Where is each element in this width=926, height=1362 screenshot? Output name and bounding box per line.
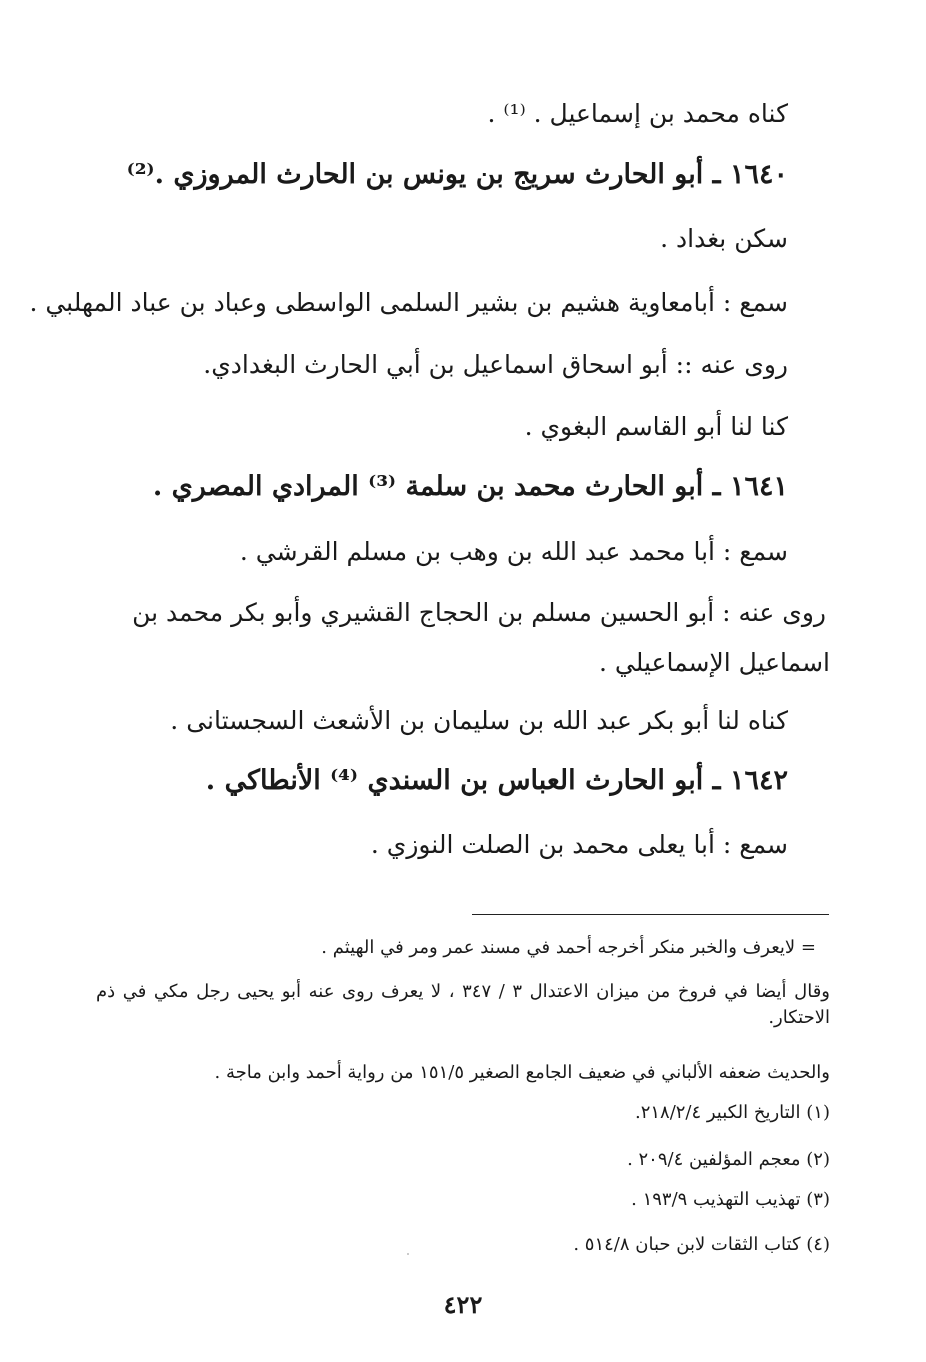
text-line-kunyah-1640: كنا لنا أبو القاسم البغوي . — [524, 412, 788, 441]
entry-heading-1641: ١٦٤١ ـ أبو الحارث محمد بن سلمة ⁽³⁾ المرادي المصري . — [152, 471, 788, 502]
footnote-2: (٢) معجم المؤلفين ٢٠٩/٤ . — [627, 1149, 830, 1170]
text-line-narrated-by-1640: روى عنه :: أبو اسحاق اسماعيل بن أبي الحارث البغدادي. — [203, 350, 788, 379]
text-line-heard-from-1641: سمع : أبا محمد عبد الله بن وهب بن مسلم القرشي . — [239, 537, 788, 566]
footnote-continuation-2: وقال أيضا في فروخ من ميزان الاعتدال ٣ / ٣٤٧ ، لا يعرف روى عنه أبو يحيى رجل مكي في ذم الاحتكار. — [96, 981, 830, 1028]
scan-speck — [407, 1253, 409, 1255]
page-number: ٤٢٢ — [443, 1290, 483, 1319]
footnote-1: (١) التاريخ الكبير ٢١٨/٢/٤. — [634, 1102, 830, 1123]
text-line-kunyah-1: كناه محمد بن إسماعيل . ⁽¹⁾ . — [487, 99, 788, 128]
entry-heading-1642: ١٦٤٢ ـ أبو الحارث العباس بن السندي ⁽⁴⁾ الأنطاكي . — [205, 765, 788, 796]
footnote-divider — [472, 914, 829, 915]
text-line-narrated-by-1641-cont: اسماعيل الإسماعيلي . — [599, 648, 830, 677]
text-line-kunyah-1641: كناه لنا أبو بكر عبد الله بن سليمان بن الأشعث السجستانى . — [170, 706, 788, 735]
footnote-3: (٣) تهذيب التهذيب ١٩٣/٩ . — [631, 1189, 830, 1210]
entry-heading-1640: ١٦٤٠ ـ أبو الحارث سريج بن يونس بن الحارث المروزي .⁽²⁾ — [126, 159, 788, 190]
footnote-continuation-3: والحديث ضعفه الألباني في ضعيف الجامع الصغير ١٥١/٥ من رواية أحمد وابن ماجة . — [214, 1062, 830, 1083]
text-line-narrated-by-1641: روى عنه : أبو الحسين مسلم بن الحجاج القشيري وأبو بكر محمد بن — [132, 598, 826, 627]
footnote-continuation: = لايعرف والخبر منكر أخرجه أحمد في مسند عمر ومر في الهيثم . — [321, 937, 816, 958]
text-line-residence: سكن بغداد . — [660, 224, 788, 253]
text-line-heard-from-1642: سمع : أبا يعلى محمد بن الصلت النوزي . — [370, 830, 788, 859]
text-line-heard-from-1640: سمع : أبامعاوية هشيم بن بشير السلمى الواسطى وعباد بن عباد المهلبي . — [29, 288, 788, 317]
footnote-4: (٤) كتاب الثقات لابن حبان ٥١٤/٨ . — [573, 1234, 830, 1255]
